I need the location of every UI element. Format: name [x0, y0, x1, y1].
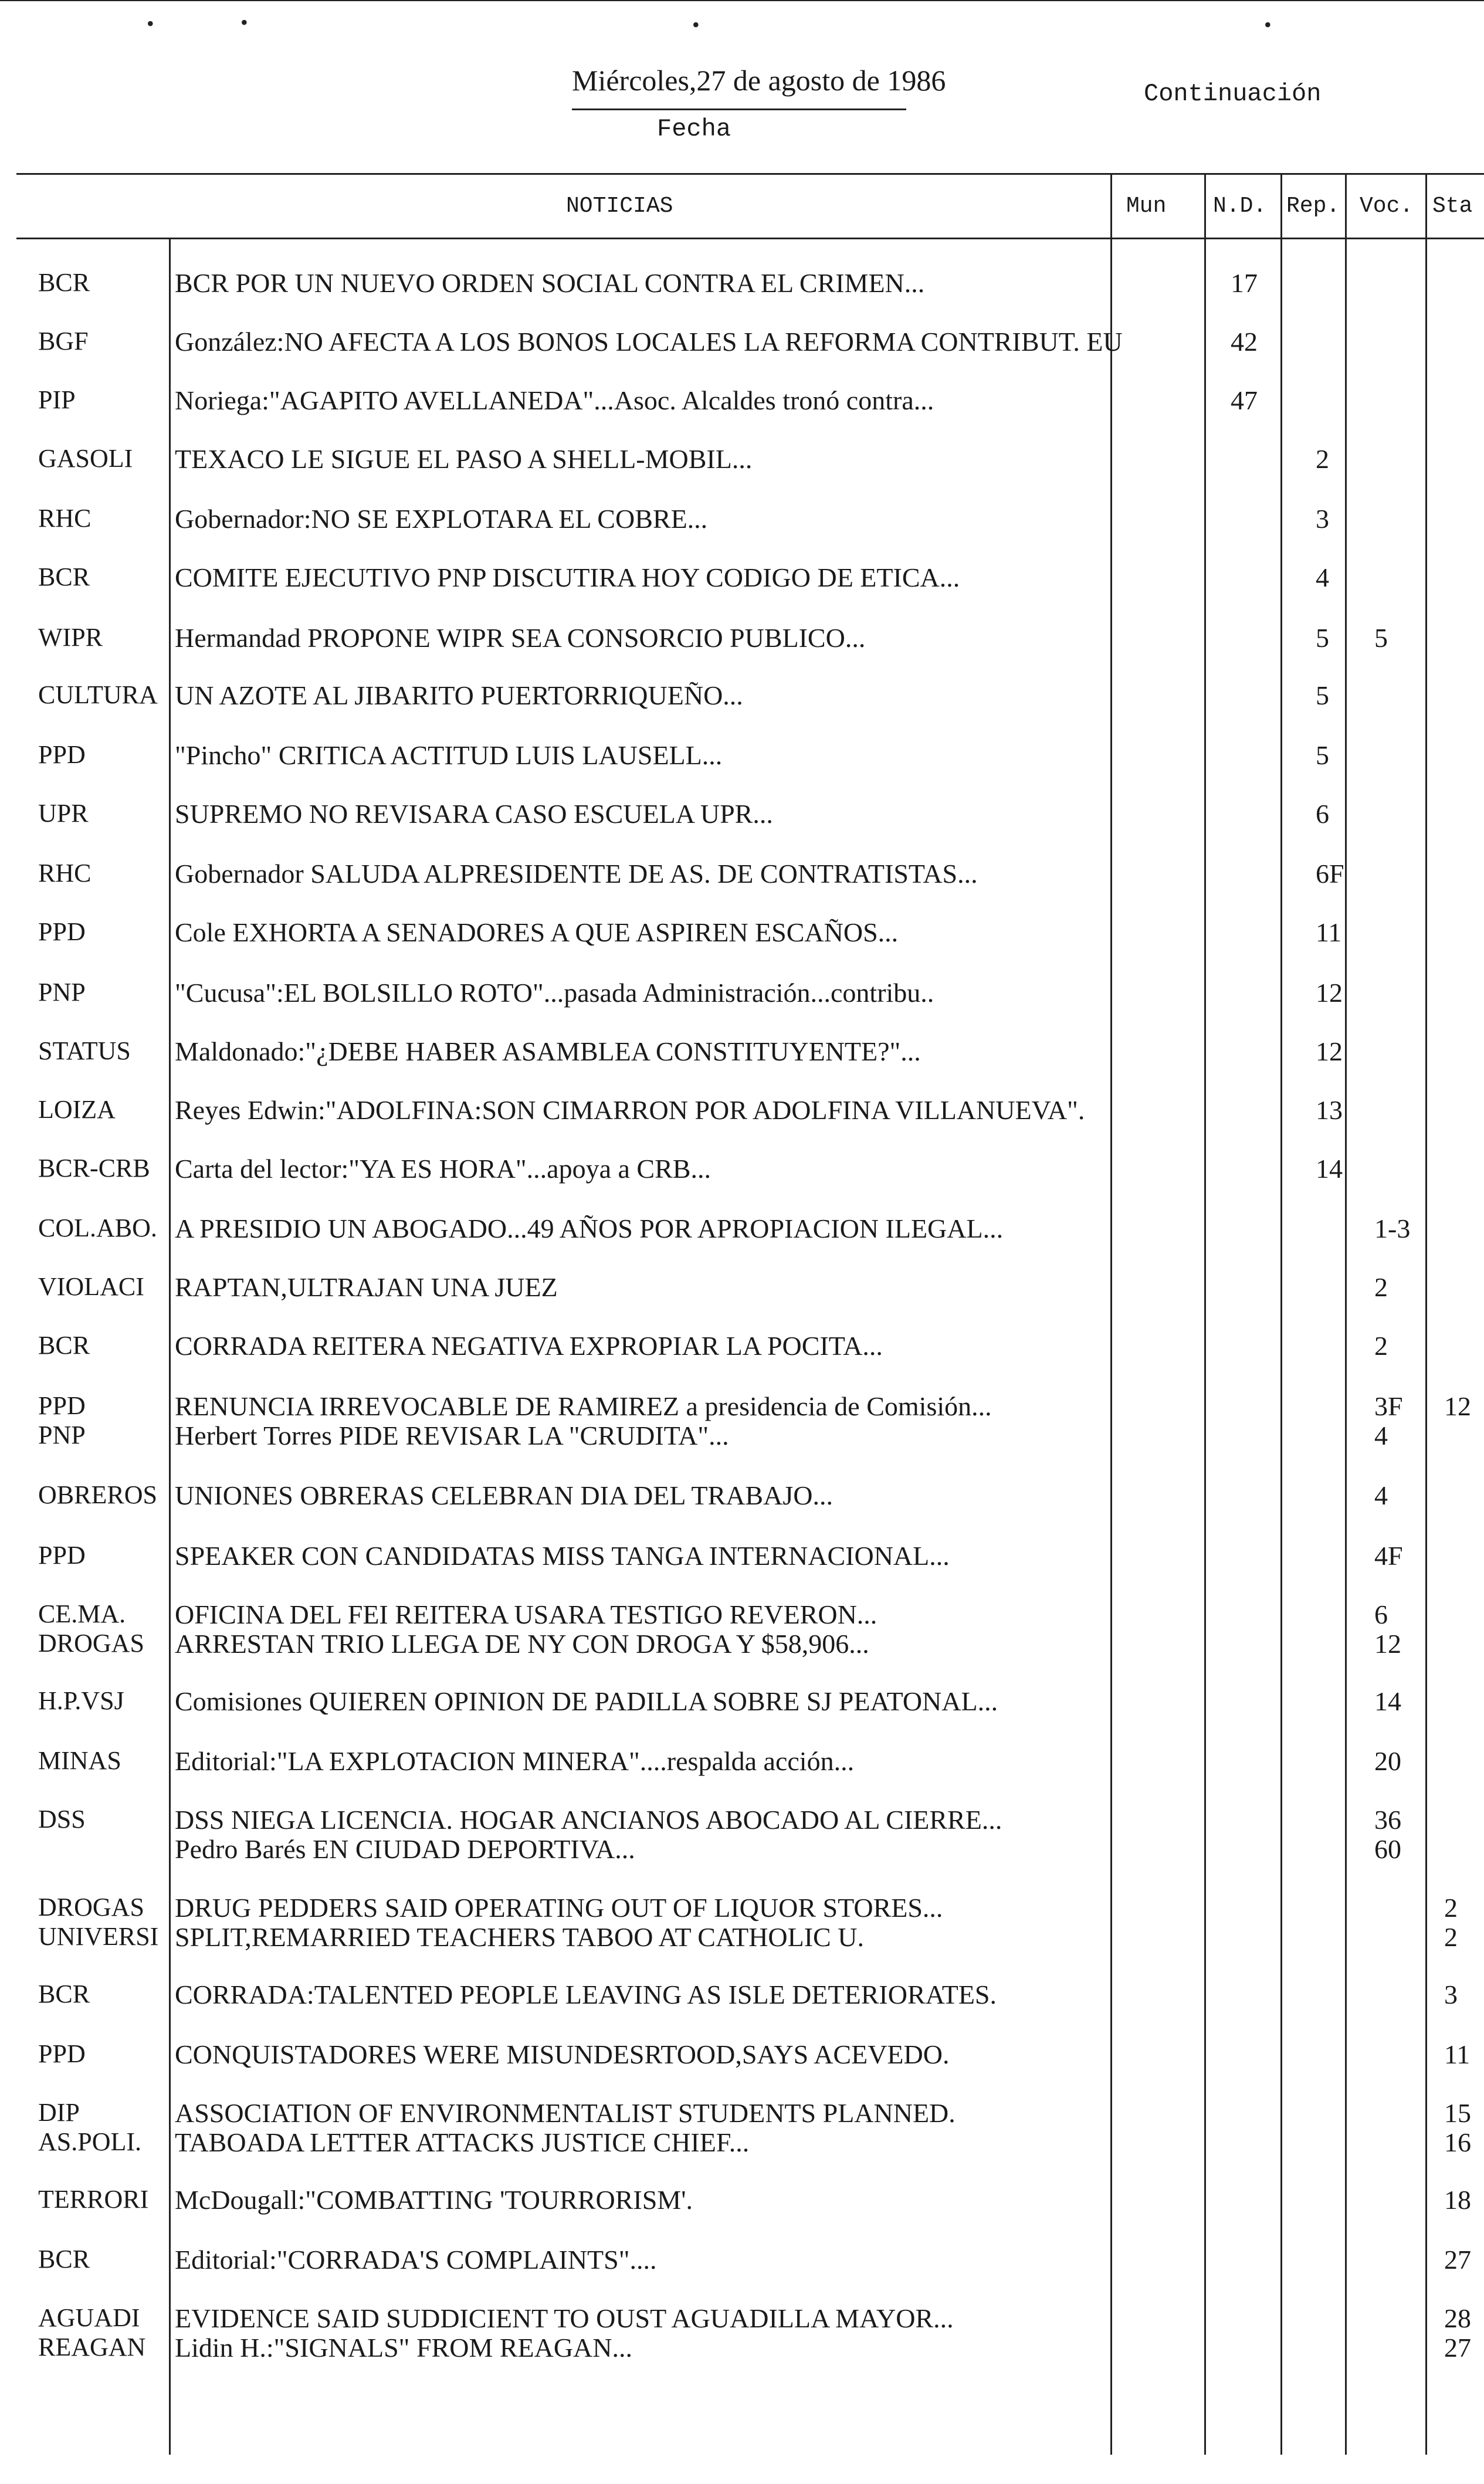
- row-code: GASOLI: [38, 444, 133, 473]
- table-header-rule: [16, 238, 1484, 239]
- row-rep-page: 5: [1316, 623, 1329, 653]
- row-star-page: 12: [1444, 1391, 1471, 1421]
- row-rep-page: 12: [1316, 978, 1343, 1008]
- speck: •: [1264, 13, 1272, 36]
- column-divider: [1110, 173, 1112, 2455]
- row-code: BCR: [38, 268, 90, 297]
- row-code: CULTURA: [38, 680, 158, 709]
- row-title: COMITE EJECUTIVO PNP DISCUTIRA HOY CODIGO DE ETICA...: [175, 562, 960, 592]
- row-star-page: 16: [1444, 2127, 1471, 2157]
- row-voc-page: 5: [1374, 623, 1388, 653]
- row-voc-page: 2: [1374, 1331, 1388, 1361]
- row-nd-page: 17: [1231, 268, 1258, 298]
- row-rep-page: 6F: [1316, 859, 1344, 889]
- row-nd-page: 47: [1231, 385, 1258, 415]
- row-rep-page: 12: [1316, 1036, 1343, 1066]
- row-code: AGUADI: [38, 2303, 140, 2332]
- row-voc-page: 20: [1374, 1746, 1401, 1776]
- row-voc-page: 12: [1374, 1629, 1401, 1659]
- row-code: PIP: [38, 385, 76, 414]
- row-voc-page: 3F: [1374, 1391, 1403, 1421]
- row-code: PPD: [38, 740, 86, 769]
- row-rep-page: 4: [1316, 562, 1329, 592]
- date: Miércoles,27 de agosto de 1986: [572, 64, 946, 97]
- date-label: Fecha: [657, 115, 731, 143]
- row-rep-page: 14: [1316, 1154, 1343, 1184]
- row-title: ASSOCIATION OF ENVIRONMENTALIST STUDENTS PLANNED.: [175, 2098, 956, 2128]
- row-code: BCR: [38, 2245, 90, 2273]
- row-code: UNIVERSI: [38, 1922, 159, 1951]
- row-code: DROGAS: [38, 1893, 144, 1922]
- row-title: McDougall:"COMBATTING 'TOURRORISM'.: [175, 2185, 693, 2215]
- row-code: PPD: [38, 1541, 86, 1570]
- column-divider: [169, 238, 171, 2455]
- row-voc-page: 14: [1374, 1686, 1401, 1716]
- row-code: BCR-CRB: [38, 1154, 150, 1182]
- row-title: EVIDENCE SAID SUDDICIENT TO OUST AGUADILLA MAYOR...: [175, 2303, 954, 2333]
- row-code: BGF: [38, 327, 89, 355]
- row-code: MINAS: [38, 1746, 121, 1775]
- row-code: DROGAS: [38, 1629, 144, 1658]
- row-rep-page: 5: [1316, 680, 1329, 710]
- column-header-rep: Rep.: [1286, 194, 1340, 219]
- row-title: ARRESTAN TRIO LLEGA DE NY CON DROGA Y $58,906...: [175, 1629, 869, 1659]
- row-code: H.P.VSJ: [38, 1686, 124, 1715]
- row-title: Lidin H.:"SIGNALS" FROM REAGAN...: [175, 2333, 633, 2363]
- column-header-voc: Voc.: [1360, 194, 1414, 219]
- row-code: PNP: [38, 1421, 86, 1449]
- row-code: PNP: [38, 978, 86, 1007]
- date-underline: [572, 109, 906, 110]
- row-title: Gobernador SALUDA ALPRESIDENTE DE AS. DE CONTRATISTAS...: [175, 859, 978, 889]
- row-code: STATUS: [38, 1036, 131, 1065]
- row-voc-page: 2: [1374, 1272, 1388, 1302]
- row-title: SPEAKER CON CANDIDATAS MISS TANGA INTERNACIONAL...: [175, 1541, 950, 1571]
- row-star-page: 2: [1444, 1922, 1458, 1952]
- row-title: Gobernador:NO SE EXPLOTARA EL COBRE...: [175, 504, 708, 534]
- row-rep-page: 3: [1316, 504, 1329, 534]
- row-voc-page: 1-3: [1374, 1214, 1411, 1243]
- row-code: VIOLACI: [38, 1272, 144, 1301]
- row-title: Cole EXHORTA A SENADORES A QUE ASPIREN ESCAÑOS...: [175, 917, 899, 947]
- row-code: COL.ABO.: [38, 1214, 157, 1242]
- row-star-page: 27: [1444, 2333, 1471, 2363]
- row-code: TERRORI: [38, 2185, 149, 2214]
- row-title: Comisiones QUIEREN OPINION DE PADILLA SOBRE SJ PEATONAL...: [175, 1686, 998, 1716]
- row-code: BCR: [38, 1980, 90, 2008]
- table-top-rule: [16, 173, 1484, 175]
- row-code: PPD: [38, 1391, 86, 1420]
- row-title: Maldonado:"¿DEBE HABER ASAMBLEA CONSTITUYENTE?"...: [175, 1036, 921, 1066]
- row-code: PPD: [38, 917, 86, 946]
- row-star-page: 18: [1444, 2185, 1471, 2215]
- row-code: REAGAN: [38, 2333, 146, 2361]
- row-code: LOIZA: [38, 1095, 116, 1124]
- row-voc-page: 6: [1374, 1599, 1388, 1629]
- row-code: PPD: [38, 2039, 86, 2068]
- top-rule: [0, 0, 1484, 1]
- row-star-page: 15: [1444, 2098, 1471, 2128]
- row-title: CORRADA:TALENTED PEOPLE LEAVING AS ISLE DETERIORATES.: [175, 1980, 997, 2009]
- speck: •: [147, 12, 154, 35]
- row-nd-page: 42: [1231, 327, 1258, 357]
- row-star-page: 2: [1444, 1893, 1458, 1923]
- row-voc-page: 4F: [1374, 1541, 1403, 1571]
- row-title: A PRESIDIO UN ABOGADO...49 AÑOS POR APROPIACION ILEGAL...: [175, 1214, 1004, 1243]
- row-voc-page: 36: [1374, 1805, 1401, 1835]
- row-title: Editorial:"CORRADA'S COMPLAINTS"....: [175, 2245, 657, 2275]
- row-title: "Cucusa":EL BOLSILLO ROTO"...pasada Administración...contribu..: [175, 978, 934, 1008]
- row-title: OFICINA DEL FEI REITERA USARA TESTIGO REVERON...: [175, 1599, 877, 1629]
- row-title: DSS NIEGA LICENCIA. HOGAR ANCIANOS ABOCADO AL CIERRE...: [175, 1805, 1002, 1835]
- row-rep-page: 5: [1316, 740, 1329, 770]
- row-rep-page: 11: [1316, 917, 1342, 947]
- row-title: RAPTAN,ULTRAJAN UNA JUEZ: [175, 1272, 558, 1302]
- speck: •: [692, 13, 700, 36]
- column-divider: [1425, 173, 1427, 2455]
- row-code: UPR: [38, 799, 89, 828]
- row-title: Reyes Edwin:"ADOLFINA:SON CIMARRON POR ADOLFINA VILLANUEVA".: [175, 1095, 1085, 1125]
- row-code: DIP: [38, 2098, 80, 2127]
- column-header-star: Sta: [1432, 194, 1473, 219]
- row-title: Pedro Barés EN CIUDAD DEPORTIVA...: [175, 1834, 635, 1864]
- row-rep-page: 13: [1316, 1095, 1343, 1125]
- row-title: UN AZOTE AL JIBARITO PUERTORRIQUEÑO...: [175, 680, 743, 710]
- row-title: UNIONES OBRERAS CELEBRAN DIA DEL TRABAJO...: [175, 1480, 833, 1510]
- row-title: CORRADA REITERA NEGATIVA EXPROPIAR LA POCITA...: [175, 1331, 883, 1361]
- row-rep-page: 6: [1316, 799, 1329, 829]
- row-title: Carta del lector:"YA ES HORA"...apoya a CRB...: [175, 1154, 711, 1184]
- row-title: BCR POR UN NUEVO ORDEN SOCIAL CONTRA EL CRIMEN...: [175, 268, 925, 298]
- row-voc-page: 4: [1374, 1421, 1388, 1451]
- row-code: OBREROS: [38, 1480, 157, 1509]
- column-header-mun: Mun: [1126, 194, 1167, 219]
- row-title: Herbert Torres PIDE REVISAR LA "CRUDITA"...: [175, 1421, 729, 1451]
- column-divider: [1345, 173, 1347, 2455]
- row-title: SPLIT,REMARRIED TEACHERS TABOO AT CATHOLIC U.: [175, 1922, 864, 1952]
- row-star-page: 27: [1444, 2245, 1471, 2275]
- speck: •: [240, 11, 248, 34]
- row-code: RHC: [38, 504, 92, 533]
- row-voc-page: 4: [1374, 1480, 1388, 1510]
- row-title: DRUG PEDDERS SAID OPERATING OUT OF LIQUOR STORES...: [175, 1893, 943, 1923]
- row-title: RENUNCIA IRREVOCABLE DE RAMIREZ a presidencia de Comisión...: [175, 1391, 992, 1421]
- row-code: RHC: [38, 859, 92, 887]
- row-title: González:NO AFECTA A LOS BONOS LOCALES LA REFORMA CONTRIBUT. EU: [175, 327, 1123, 357]
- row-title: CONQUISTADORES WERE MISUNDESRTOOD,SAYS ACEVEDO.: [175, 2039, 950, 2069]
- column-header-noticias: NOTICIAS: [566, 194, 673, 219]
- column-header-nd: N.D.: [1213, 194, 1267, 219]
- row-rep-page: 2: [1316, 444, 1329, 474]
- row-title: "Pincho" CRITICA ACTITUD LUIS LAUSELL...: [175, 740, 723, 770]
- row-code: WIPR: [38, 623, 103, 652]
- column-divider: [1204, 173, 1206, 2455]
- column-divider: [1280, 173, 1282, 2455]
- row-voc-page: 60: [1374, 1834, 1401, 1864]
- row-title: TABOADA LETTER ATTACKS JUSTICE CHIEF...: [175, 2127, 750, 2157]
- row-title: Hermandad PROPONE WIPR SEA CONSORCIO PUBLICO...: [175, 623, 866, 653]
- row-title: Editorial:"LA EXPLOTACION MINERA"....respalda acción...: [175, 1746, 855, 1776]
- row-code: CE.MA.: [38, 1599, 126, 1628]
- row-code: DSS: [38, 1805, 86, 1834]
- row-star-page: 28: [1444, 2303, 1471, 2333]
- row-code: BCR: [38, 1331, 90, 1360]
- row-star-page: 3: [1444, 1980, 1458, 2009]
- row-code: BCR: [38, 562, 90, 591]
- row-title: Noriega:"AGAPITO AVELLANEDA"...Asoc. Alcaldes tronó contra...: [175, 385, 934, 415]
- continuation-label: Continuación: [1144, 80, 1322, 108]
- row-title: SUPREMO NO REVISARA CASO ESCUELA UPR...: [175, 799, 773, 829]
- row-title: TEXACO LE SIGUE EL PASO A SHELL-MOBIL...: [175, 444, 753, 474]
- row-star-page: 11: [1444, 2039, 1471, 2069]
- row-code: AS.POLI.: [38, 2127, 142, 2156]
